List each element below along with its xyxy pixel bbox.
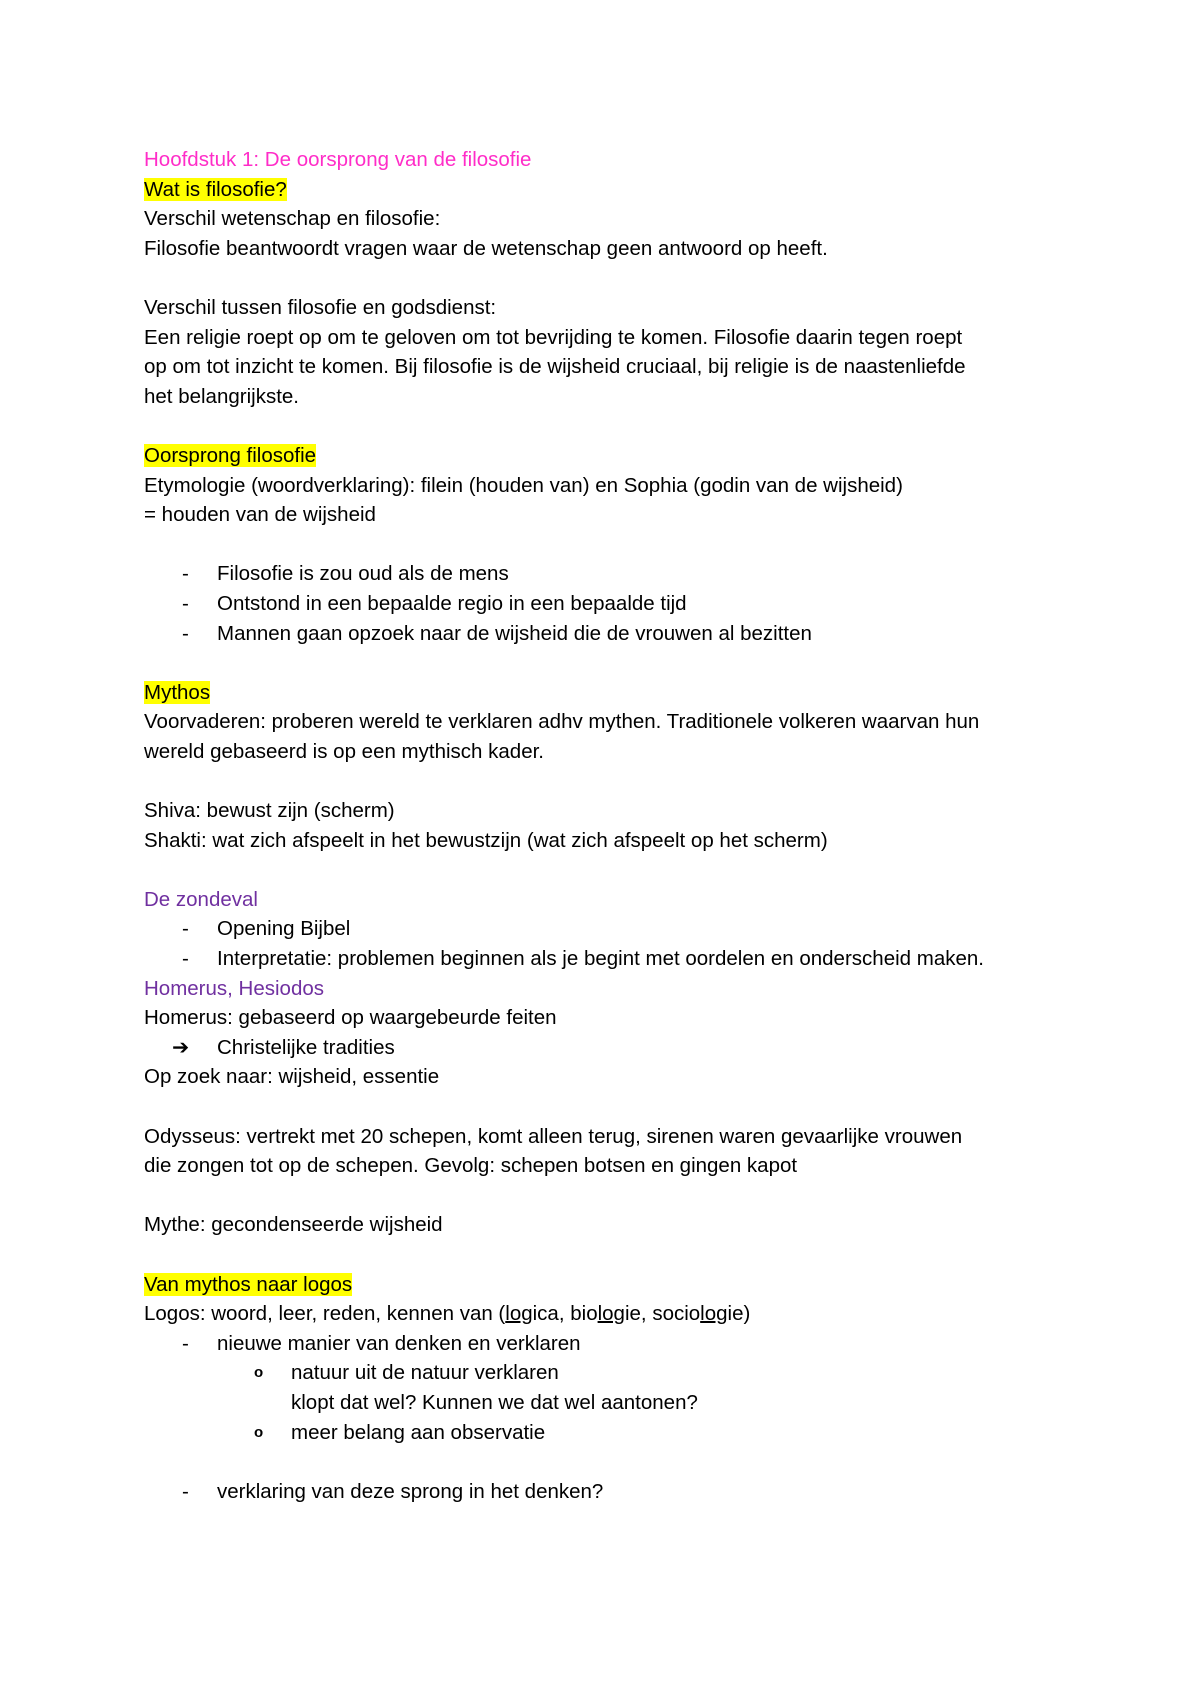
paragraph-line: Mythe: gecondenseerde wijsheid bbox=[144, 1213, 443, 1237]
paragraph-line: op om tot inzicht te komen. Bij filosofie is de wijsheid cruciaal, bij religie is de naastenliefde bbox=[144, 355, 966, 379]
list-item: - Interpretatie: problemen beginnen als je begint met oordelen en onderscheid maken. bbox=[144, 944, 1100, 974]
list-item: - verklaring van deze sprong in het denken? bbox=[144, 1477, 1100, 1507]
list-item: - Mannen gaan opzoek naar de wijsheid die de vrouwen al bezitten bbox=[144, 619, 1100, 649]
paragraph-line: Voorvaderen: proberen wereld te verklaren adhv mythen. Traditionele volkeren waarvan hun bbox=[144, 710, 980, 734]
list-item: - Ontstond in een bepaalde regio in een bepaalde tijd bbox=[144, 589, 1100, 619]
paragraph-line: Shiva: bewust zijn (scherm) bbox=[144, 799, 395, 823]
paragraph-line: wereld gebaseerd is op een mythisch kader. bbox=[144, 739, 544, 763]
paragraph-line: het belangrijkste. bbox=[144, 384, 299, 408]
list-item: - Filosofie is zou oud als de mens bbox=[144, 559, 1100, 589]
bullet-marker: - bbox=[182, 947, 189, 971]
section-heading-oorsprong-filosofie: Oorsprong filosofie bbox=[144, 443, 317, 467]
paragraph-line: Filosofie beantwoordt vragen waar de wetenschap geen antwoord op heeft. bbox=[144, 236, 828, 260]
list-item: - nieuwe manier van denken en verklaren bbox=[144, 1329, 1100, 1359]
circle-bullet-icon: o bbox=[254, 1364, 264, 1382]
bullet-marker: - bbox=[182, 562, 189, 586]
section-heading-van-mythos-naar-logos: Van mythos naar logos bbox=[144, 1272, 353, 1296]
paragraph-line-logos: Logos: woord, leer, reden, kennen van (logica, biologie, sociologie) bbox=[144, 1302, 751, 1326]
section-heading-mythos: Mythos bbox=[144, 680, 211, 704]
paragraph-line: Shakti: wat zich afspeelt in het bewustzijn (wat zich afspeelt op het scherm) bbox=[144, 828, 828, 852]
paragraph-line: Homerus: gebaseerd op waargebeurde feiten bbox=[144, 1006, 557, 1030]
list-item: - Opening Bijbel bbox=[144, 914, 1100, 944]
paragraph-line: Etymologie (woordverklaring): filein (houden van) en Sophia (godin van de wijsheid) bbox=[144, 473, 903, 497]
subheading-homerus-hesiodos: Homerus, Hesiodos bbox=[144, 976, 325, 1000]
section-heading-wat-is-filosofie: Wat is filosofie? bbox=[144, 177, 287, 201]
paragraph-line: = houden van de wijsheid bbox=[144, 503, 376, 527]
paragraph-line: die zongen tot op de schepen. Gevolg: schepen botsen en gingen kapot bbox=[144, 1154, 798, 1178]
arrow-right-icon: ➔ bbox=[172, 1035, 190, 1059]
bullet-marker: - bbox=[182, 621, 189, 645]
paragraph-line: Op zoek naar: wijsheid, essentie bbox=[144, 1065, 440, 1089]
bullet-marker: - bbox=[182, 1479, 189, 1503]
bullet-marker: - bbox=[182, 917, 189, 941]
circle-bullet-icon: o bbox=[254, 1423, 264, 1441]
sub-list-item-continuation: klopt dat wel? Kunnen we dat wel aantonen? bbox=[291, 1390, 698, 1414]
bullet-marker: - bbox=[182, 591, 189, 615]
paragraph-line: Odysseus: vertrekt met 20 schepen, komt alleen terug, sirenen waren gevaarlijke vrouwen bbox=[144, 1124, 963, 1148]
paragraph-line: Een religie roept op om te geloven om tot bevrijding te komen. Filosofie daarin tegen roept bbox=[144, 325, 963, 349]
paragraph-line: Verschil wetenschap en filosofie: bbox=[144, 207, 441, 231]
sub-list-item: o natuur uit de natuur verklaren bbox=[144, 1358, 1100, 1388]
sub-list-item: o meer belang aan observatie bbox=[144, 1418, 1100, 1448]
chapter-title: Hoofdstuk 1: De oorsprong van de filosofie bbox=[144, 148, 532, 171]
paragraph-line: Verschil tussen filosofie en godsdienst: bbox=[144, 295, 497, 319]
subheading-de-zondeval: De zondeval bbox=[144, 887, 258, 911]
bullet-marker: - bbox=[182, 1331, 189, 1355]
arrow-list-item: ➔ Christelijke tradities bbox=[144, 1033, 1100, 1063]
